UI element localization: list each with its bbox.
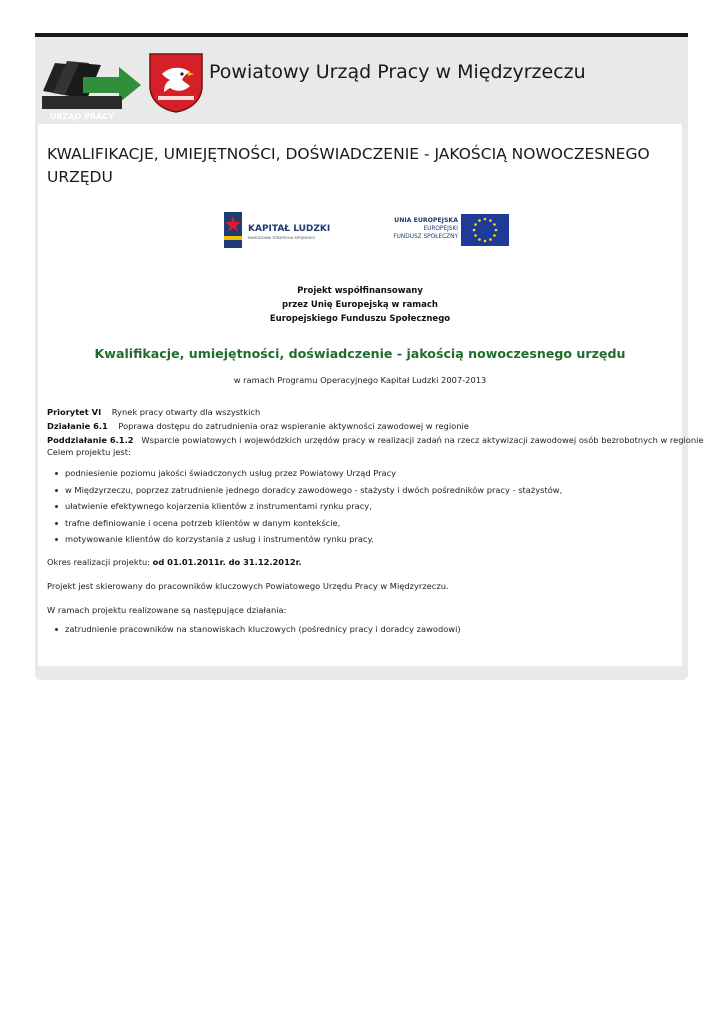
page-frame xyxy=(35,33,704,680)
programme-note: w ramach Programu Operacyjnego Kapitał Ludzki 2007-2013 xyxy=(233,375,487,385)
site-header xyxy=(35,37,688,119)
list-item: podniesienie poziomu jakości świadczonych usług przez Powiatowy Urząd Pracy xyxy=(47,465,562,482)
meta-row-priority xyxy=(47,405,704,419)
ue-efs-text xyxy=(368,217,458,241)
cofinanced-line-2: przez Unię Europejską w ramach xyxy=(282,300,438,310)
cofinanced-line-3: Europejskiego Funduszu Społecznego xyxy=(269,314,451,324)
period-value: od 01.01.2011r. do 31.12.2012r. xyxy=(152,557,302,567)
urzad-pracy-logo[interactable] xyxy=(39,51,145,121)
meta-label-priority: Priorytet VI xyxy=(47,407,102,417)
cofinanced-note xyxy=(38,284,682,326)
eu-flag-icon xyxy=(461,214,509,246)
article-content xyxy=(38,124,704,666)
meta-row-subaction xyxy=(47,433,704,447)
meta-row-action xyxy=(47,419,704,433)
logo-text: URZĄD PRACY xyxy=(50,112,114,121)
site-title[interactable]: Powiatowy Urząd Pracy w Międzyrzeczu xyxy=(209,61,586,83)
list-item: motywowanie klientów do korzystania z usług i instrumentów rynku pracy. xyxy=(47,531,562,548)
meta-text-priority: Rynek pracy otwarty dla wszystkich xyxy=(111,407,261,417)
meta-label-action: Działanie 6.1 xyxy=(47,421,108,431)
list-item: zatrudnienie pracowników na stanowiskach kluczowych (pośrednicy pracy i doradcy zawodowi) xyxy=(47,621,461,637)
ue-line-1: UNIA EUROPEJSKA xyxy=(394,217,458,224)
goals-list xyxy=(47,465,562,548)
meta-label-subaction: Poddziałanie 6.1.2 xyxy=(47,435,134,445)
project-period xyxy=(47,557,302,567)
project-target: Projekt jest skierowany do pracowników kluczowych Powiatowego Urzędu Pracy w Międzyrzeczu. xyxy=(47,581,449,591)
ue-line-2: EUROPEJSKI xyxy=(423,226,458,232)
goals-label: Celem projektu jest: xyxy=(47,447,131,457)
project-title: Kwalifikacje, umiejętności, doświadczenie - jakością nowoczesnego urzędu xyxy=(94,346,626,361)
kapital-ludzki-subtext: NARODOWA STRATEGIA SPÓJNOŚCI xyxy=(248,235,316,240)
meta-text-action: Poprawa dostępu do zatrudnienia oraz wspieranie aktywności zawodowej w regionie xyxy=(118,421,469,431)
urzad-pracy-logo-icon xyxy=(39,51,145,117)
list-item: w Międzyrzeczu, poprzez zatrudnienie jednego doradcy zawodowego - stażysty i dwóch pośredników pracy - stażystów, xyxy=(47,482,562,499)
list-item: ułatwienie efektywnego kojarzenia klientów z instrumentami rynku pracy, xyxy=(47,498,562,515)
project-meta xyxy=(47,405,704,447)
period-label: Okres realizacji projektu: xyxy=(47,557,150,567)
kapital-ludzki-icon xyxy=(222,212,244,248)
meta-text-subaction: Wsparcie powiatowych i wojewódzkich urzędów pracy w realizacji zadań na rzecz aktywizacji zawodowej osób bezrobotnych w regionie xyxy=(141,435,704,445)
kapital-ludzki-text: KAPITAŁ LUDZKI xyxy=(248,224,331,234)
actions-label: W ramach projektu realizowane są następujące działania: xyxy=(47,605,287,615)
article-title: KWALIFIKACJE, UMIEJĘTNOŚCI, DOŚWIADCZENIE - JAKOŚCIĄ NOWOCZESNEGO URZĘDU xyxy=(47,145,650,186)
funding-logos xyxy=(218,210,518,250)
coat-of-arms-icon[interactable] xyxy=(148,52,204,114)
cofinanced-line-1: Projekt współfinansowany xyxy=(297,286,423,296)
actions-list xyxy=(47,621,461,637)
ue-line-3: FUNDUSZ SPOŁECZNY xyxy=(393,234,458,240)
list-item: trafne definiowanie i ocena potrzeb klientów w danym kontekście, xyxy=(47,515,562,532)
